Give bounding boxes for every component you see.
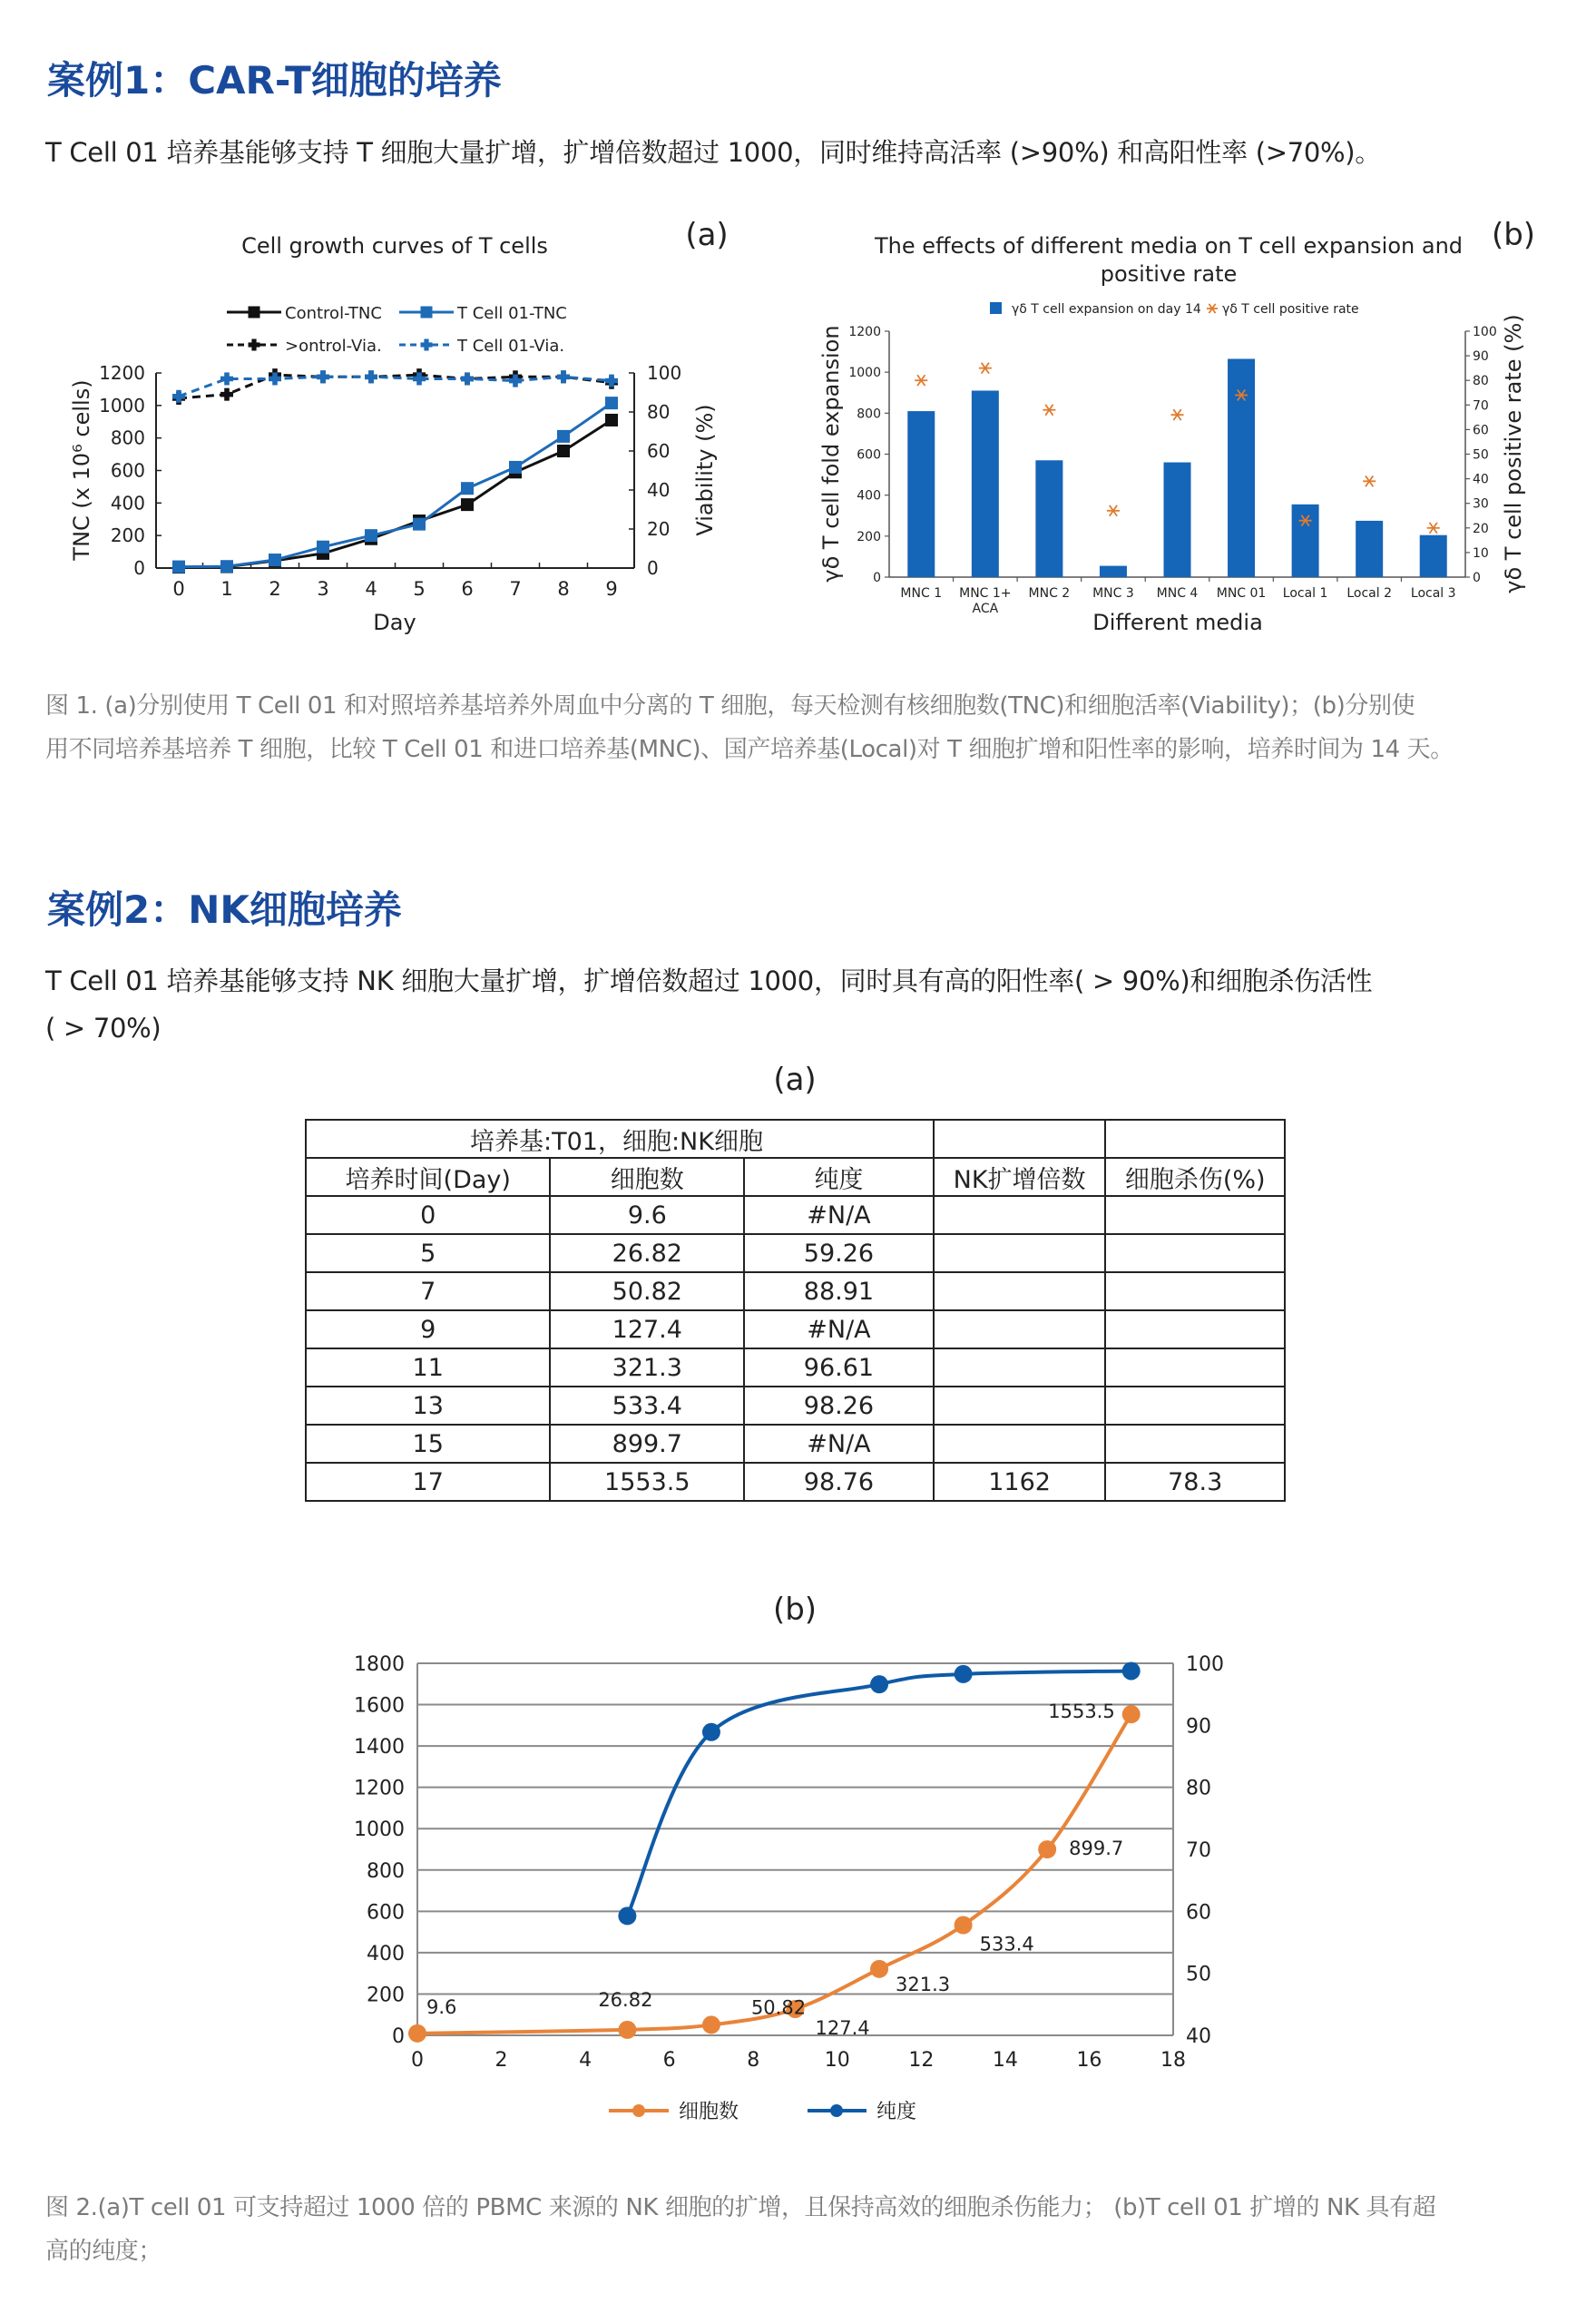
table-cell xyxy=(1105,1425,1285,1463)
data-point-v xyxy=(176,390,181,403)
table-cell: 9 xyxy=(306,1310,550,1348)
cell-count-point xyxy=(870,1960,888,1978)
table-cell: 78.3 xyxy=(1105,1463,1285,1501)
y2-tick-label: 10 xyxy=(1473,545,1489,561)
y2-tick-label: 100 xyxy=(1186,1653,1224,1676)
y2-tick-label: 80 xyxy=(1186,1777,1211,1800)
data-point xyxy=(317,541,329,554)
cell-count-point xyxy=(702,2015,720,2034)
y-tick-label: 200 xyxy=(367,1984,405,2007)
data-point xyxy=(317,370,329,383)
y-tick-label: 600 xyxy=(110,459,145,482)
x-tick-label: Local 2 xyxy=(1346,586,1392,601)
data-point-v xyxy=(272,372,278,385)
legend-marker xyxy=(249,339,260,351)
table-cell xyxy=(934,1120,1106,1158)
purity-point xyxy=(702,1723,720,1741)
y2-tick-label: 70 xyxy=(1473,398,1489,414)
data-point-v xyxy=(561,370,566,383)
x-tick-label: MNC 2 xyxy=(1028,586,1071,601)
table-cell xyxy=(934,1272,1106,1310)
cell-count-point xyxy=(1038,1840,1056,1858)
table-row xyxy=(306,1463,1285,1501)
media-chart xyxy=(780,200,1579,653)
legend-label: γδ T cell expansion on day 14 xyxy=(1012,302,1201,317)
y-tick-label: 600 xyxy=(367,1901,405,1925)
table-cell: 98.76 xyxy=(744,1463,934,1501)
y2-tick-label: 20 xyxy=(1473,521,1489,536)
legend-bar-swatch xyxy=(990,302,1002,314)
y-tick-label: 1200 xyxy=(848,325,881,339)
data-label: 127.4 xyxy=(815,2016,870,2039)
y2-tick-label: 60 xyxy=(1186,1901,1211,1925)
table-cell xyxy=(934,1348,1106,1387)
figure2-caption-line1: 图 2.(a)T cell 01 可支持超过 1000 倍的 PBMC 来源的 NK 细胞的扩增，且保持高效的细胞杀伤能力； (b)T cell 01 扩增的 NK 具有超 xyxy=(45,2194,1436,2221)
table-cell xyxy=(934,1196,1106,1234)
x-axis-label: Different media xyxy=(1092,610,1263,635)
y-tick-label: 1600 xyxy=(354,1694,405,1718)
case2-paragraph-line2: ( > 70%) xyxy=(45,1013,162,1044)
legend-label: T Cell 01-TNC xyxy=(457,304,567,323)
bar xyxy=(1228,358,1255,577)
table-title-row xyxy=(306,1120,1285,1158)
table-cell: 96.61 xyxy=(744,1348,934,1387)
table-cell xyxy=(934,1387,1106,1425)
y-tick-label: 200 xyxy=(110,524,145,547)
table-row xyxy=(306,1310,1285,1348)
x-tick-label: 6 xyxy=(461,578,474,600)
x-tick-label: 7 xyxy=(509,578,522,600)
header-nk-expansion: NK扩增倍数 xyxy=(934,1158,1106,1196)
x-tick-label: MNC 01 xyxy=(1216,586,1267,601)
table-cell: #N/A xyxy=(744,1196,934,1234)
y-tick-label: 1200 xyxy=(354,1777,405,1800)
table-header-row xyxy=(306,1158,1285,1196)
data-point xyxy=(269,554,281,566)
data-point xyxy=(413,518,426,531)
data-point-v xyxy=(465,372,470,385)
table-cell: 9.6 xyxy=(550,1196,744,1234)
data-point xyxy=(557,370,570,383)
table-row xyxy=(306,1387,1285,1425)
y2-tick-label: 80 xyxy=(1473,374,1489,389)
y-tick-label: 1000 xyxy=(99,394,145,417)
table-cell: 7 xyxy=(306,1272,550,1310)
y2-tick-label: 50 xyxy=(1473,447,1489,463)
data-point xyxy=(605,414,618,426)
y-tick-label: 400 xyxy=(857,488,881,504)
header-purity: 纯度 xyxy=(744,1158,934,1196)
x-tick-label: 2 xyxy=(494,2049,508,2072)
table-cell: 1553.5 xyxy=(550,1463,744,1501)
table-cell: 321.3 xyxy=(550,1348,744,1387)
x-tick-label: 8 xyxy=(557,578,570,600)
data-point xyxy=(365,370,377,383)
y-tick-label: 400 xyxy=(110,492,145,515)
series-line-3 xyxy=(179,377,612,397)
y2-tick-label: 0 xyxy=(647,557,659,579)
y-tick-label: 1000 xyxy=(848,366,881,381)
table-row xyxy=(306,1272,1285,1310)
purity-point xyxy=(618,1906,636,1925)
positive-rate-point xyxy=(1363,475,1376,486)
data-point-v xyxy=(609,375,614,387)
legend-marker-v xyxy=(251,339,256,351)
purity-point xyxy=(1122,1661,1141,1680)
table-cell xyxy=(1105,1310,1285,1348)
x-tick-label: 0 xyxy=(411,2049,424,2072)
x-tick-label: 14 xyxy=(992,2049,1018,2072)
table-cell: 13 xyxy=(306,1387,550,1425)
cell-count-point xyxy=(955,1916,973,1935)
data-label: 26.82 xyxy=(598,1988,653,2011)
chart-title-line2: positive rate xyxy=(1100,261,1238,287)
legend-label: >ontrol-Via. xyxy=(285,337,382,356)
x-tick-label: ACA xyxy=(972,602,999,616)
data-label: 1553.5 xyxy=(1048,1701,1115,1723)
y-tick-label: 800 xyxy=(110,426,145,449)
data-label: 9.6 xyxy=(426,1995,457,2018)
bar xyxy=(1292,505,1319,577)
y-tick-label: 0 xyxy=(873,571,881,585)
y-tick-label: 0 xyxy=(392,2025,405,2048)
table-cell xyxy=(934,1310,1106,1348)
data-point xyxy=(557,445,570,457)
bar xyxy=(1356,521,1383,577)
case2-paragraph-line1: T Cell 01 培养基能够支持 NK 细胞大量扩增，扩增倍数超过 1000，同时具有高的阳性率( > 90%)和细胞杀伤活性 xyxy=(45,965,1373,996)
y2-tick-label: 0 xyxy=(1473,571,1481,585)
nk-culture-table xyxy=(305,1119,1286,1502)
data-point xyxy=(557,430,570,443)
table-cell: 899.7 xyxy=(550,1425,744,1463)
y2-tick-label: 40 xyxy=(1473,472,1489,487)
bar xyxy=(972,390,999,577)
x-tick-label: 16 xyxy=(1076,2049,1102,2072)
y2-tick-label: 60 xyxy=(647,440,671,462)
x-tick-label: 6 xyxy=(662,2049,676,2072)
data-point xyxy=(509,461,522,474)
legend-label: 细胞数 xyxy=(679,2101,739,2123)
legend-label: Control-TNC xyxy=(285,304,382,323)
data-point xyxy=(220,372,233,385)
data-point xyxy=(605,397,618,409)
x-tick-label: 1 xyxy=(220,578,233,600)
case1-heading: 案例1：CAR-T细胞的培养 xyxy=(47,58,502,103)
chart-title-line1: The effects of different media on T cell expansion and xyxy=(874,233,1464,259)
legend-marker xyxy=(249,307,260,319)
legend-marker-cell-count xyxy=(632,2104,645,2117)
y2-tick-label: 40 xyxy=(647,479,671,501)
cell-count-line xyxy=(417,1714,1131,2034)
x-tick-label: 12 xyxy=(908,2049,935,2072)
table-cell xyxy=(934,1234,1106,1272)
data-point xyxy=(461,498,474,511)
y2-axis-label: Viability (%) xyxy=(692,404,718,536)
data-point-v xyxy=(224,388,230,401)
y2-tick-label: 40 xyxy=(1186,2025,1211,2048)
table-row xyxy=(306,1196,1285,1234)
legend-label: T Cell 01-Via. xyxy=(457,337,565,356)
y2-axis-label: γδ T cell positive rate (%) xyxy=(1501,314,1526,593)
y2-tick-label: 90 xyxy=(1473,349,1489,365)
y-tick-label: 800 xyxy=(367,1859,405,1883)
table-cell: 17 xyxy=(306,1463,550,1501)
legend-marker xyxy=(421,307,433,319)
case1-paragraph: T Cell 01 培养基能够支持 T 细胞大量扩增，扩增倍数超过 1000，同时维持高活率 (>90%) 和高阳性率 (>70%)。 xyxy=(45,137,1381,168)
table-cell: 5 xyxy=(306,1234,550,1272)
purity-point xyxy=(955,1665,973,1683)
y2-tick-label: 60 xyxy=(1473,423,1489,438)
data-point xyxy=(365,529,377,542)
bar xyxy=(1420,535,1447,577)
panel-label: (b) xyxy=(1491,217,1536,253)
table-cell: 1162 xyxy=(934,1463,1106,1501)
data-point xyxy=(461,372,474,385)
data-point-v xyxy=(416,372,422,385)
table-cell xyxy=(1105,1348,1285,1387)
table-cell: 127.4 xyxy=(550,1310,744,1348)
table-cell xyxy=(1105,1234,1285,1272)
header-cytotoxicity: 细胞杀伤(%) xyxy=(1105,1158,1285,1196)
table-cell: #N/A xyxy=(744,1425,934,1463)
x-tick-label: MNC 1+ xyxy=(959,586,1012,601)
x-axis-label: Day xyxy=(373,610,416,635)
table-cell: 88.91 xyxy=(744,1272,934,1310)
cell-count-point xyxy=(408,2024,426,2043)
table-cell: 98.26 xyxy=(744,1387,934,1425)
panel-a-label: (a) xyxy=(773,1062,817,1098)
table-cell: 15 xyxy=(306,1425,550,1463)
data-point-v xyxy=(368,370,374,383)
data-label: 533.4 xyxy=(979,1933,1034,1955)
legend-marker-purity xyxy=(830,2104,843,2117)
bar xyxy=(907,411,935,577)
x-tick-label: MNC 1 xyxy=(900,586,943,601)
case2-heading: 案例2：NK细胞培养 xyxy=(47,887,402,932)
table-cell: 0 xyxy=(306,1196,550,1234)
y-axis-label: γδ T cell fold expansion xyxy=(818,325,844,583)
y2-tick-label: 50 xyxy=(1186,1963,1211,1986)
x-tick-label: 2 xyxy=(269,578,281,600)
data-label: 321.3 xyxy=(896,1973,951,1995)
positive-rate-point xyxy=(1043,405,1055,416)
nk-chart xyxy=(308,1633,1288,2142)
chart-title: Cell growth curves of T cells xyxy=(241,233,548,259)
series-line-1 xyxy=(179,403,612,566)
y2-tick-label: 20 xyxy=(647,518,671,540)
x-tick-label: MNC 3 xyxy=(1092,586,1134,601)
panel-b-label: (b) xyxy=(772,1592,818,1628)
table-cell: 11 xyxy=(306,1348,550,1387)
y-tick-label: 1400 xyxy=(354,1736,405,1759)
x-tick-label: Local 1 xyxy=(1282,586,1328,601)
header-day: 培养时间(Day) xyxy=(306,1158,550,1196)
legend-label: γδ T cell positive rate xyxy=(1222,302,1359,317)
y-tick-label: 200 xyxy=(857,529,881,544)
x-tick-label: 5 xyxy=(413,578,426,600)
series-line-0 xyxy=(179,420,612,567)
table-cell xyxy=(934,1425,1106,1463)
cell-count-point xyxy=(618,2021,636,2039)
positive-rate-point xyxy=(1107,505,1120,516)
panel-label: (a) xyxy=(685,217,729,253)
data-label: 50.82 xyxy=(750,1996,807,2019)
y-tick-label: 0 xyxy=(133,557,145,579)
bar xyxy=(1164,463,1191,577)
positive-rate-point xyxy=(1171,409,1184,420)
legend-marker xyxy=(421,339,433,351)
data-point-v xyxy=(513,375,518,387)
y-tick-label: 1200 xyxy=(99,362,145,384)
y2-tick-label: 100 xyxy=(1473,325,1497,339)
x-tick-label: 8 xyxy=(747,2049,760,2072)
y2-tick-label: 90 xyxy=(1186,1715,1211,1739)
data-label: 899.7 xyxy=(1069,1838,1124,1860)
x-tick-label: 9 xyxy=(605,578,618,600)
positive-rate-point xyxy=(1427,523,1440,534)
table-cell: 50.82 xyxy=(550,1272,744,1310)
table-cell: 59.26 xyxy=(744,1234,934,1272)
legend-marker-v xyxy=(424,339,428,351)
legend-label: 纯度 xyxy=(876,2101,917,2123)
x-tick-label: 10 xyxy=(824,2049,850,2072)
y-tick-label: 600 xyxy=(857,447,881,463)
table-row xyxy=(306,1234,1285,1272)
x-tick-label: 0 xyxy=(172,578,185,600)
figure1-caption-line2: 用不同培养基培养 T 细胞，比较 T Cell 01 和进口培养基(MNC)、国产培养基(Local)对 T 细胞扩增和阳性率的影响，培养时间为 14 天。 xyxy=(45,736,1454,763)
y-tick-label: 1800 xyxy=(354,1653,405,1676)
growth-chart xyxy=(0,200,780,653)
table-cell: 533.4 xyxy=(550,1387,744,1425)
legend-asterisk-marker xyxy=(1207,304,1218,313)
table-cell xyxy=(1105,1120,1285,1158)
x-tick-label: 4 xyxy=(579,2049,592,2072)
figure1-caption-line1: 图 1. (a)分别使用 T Cell 01 和对照培养基培养外周血中分离的 T 细胞，每天检测有核细胞数(TNC)和细胞活率(Viability)；(b)分别使 xyxy=(45,692,1415,720)
figure2-caption-line2: 高的纯度； xyxy=(45,2238,162,2265)
data-point xyxy=(461,482,474,495)
x-tick-label: MNC 4 xyxy=(1156,586,1199,601)
purity-point xyxy=(870,1675,888,1693)
y2-tick-label: 100 xyxy=(647,362,682,384)
y2-tick-label: 30 xyxy=(1473,496,1489,512)
y-tick-label: 400 xyxy=(367,1942,405,1965)
cell-count-point xyxy=(1122,1705,1141,1723)
table-cell: #N/A xyxy=(744,1310,934,1348)
table-row xyxy=(306,1425,1285,1463)
data-point-v xyxy=(320,370,326,383)
y-axis-label: TNC (x 10⁶ cells) xyxy=(69,379,94,561)
positive-rate-point xyxy=(979,363,992,374)
table-cell: 26.82 xyxy=(550,1234,744,1272)
data-point-v xyxy=(224,372,230,385)
table-cell xyxy=(1105,1387,1285,1425)
x-tick-label: 4 xyxy=(365,578,377,600)
data-point xyxy=(220,388,233,401)
x-tick-label: Local 3 xyxy=(1410,586,1456,601)
data-point xyxy=(220,560,233,573)
y-tick-label: 1000 xyxy=(354,1818,405,1842)
data-point xyxy=(172,561,185,573)
y2-tick-label: 80 xyxy=(647,401,671,423)
table-title: 培养基:T01，细胞:NK细胞 xyxy=(306,1120,934,1158)
header-cell-count: 细胞数 xyxy=(550,1158,744,1196)
x-tick-label: 18 xyxy=(1160,2049,1186,2072)
x-tick-label: 3 xyxy=(317,578,329,600)
positive-rate-point xyxy=(915,375,927,386)
y-tick-label: 800 xyxy=(857,407,881,422)
bar xyxy=(1100,566,1127,577)
table-cell xyxy=(1105,1196,1285,1234)
y2-tick-label: 70 xyxy=(1186,1839,1211,1862)
bar xyxy=(1035,460,1062,577)
table-cell xyxy=(1105,1272,1285,1310)
table-row xyxy=(306,1348,1285,1387)
